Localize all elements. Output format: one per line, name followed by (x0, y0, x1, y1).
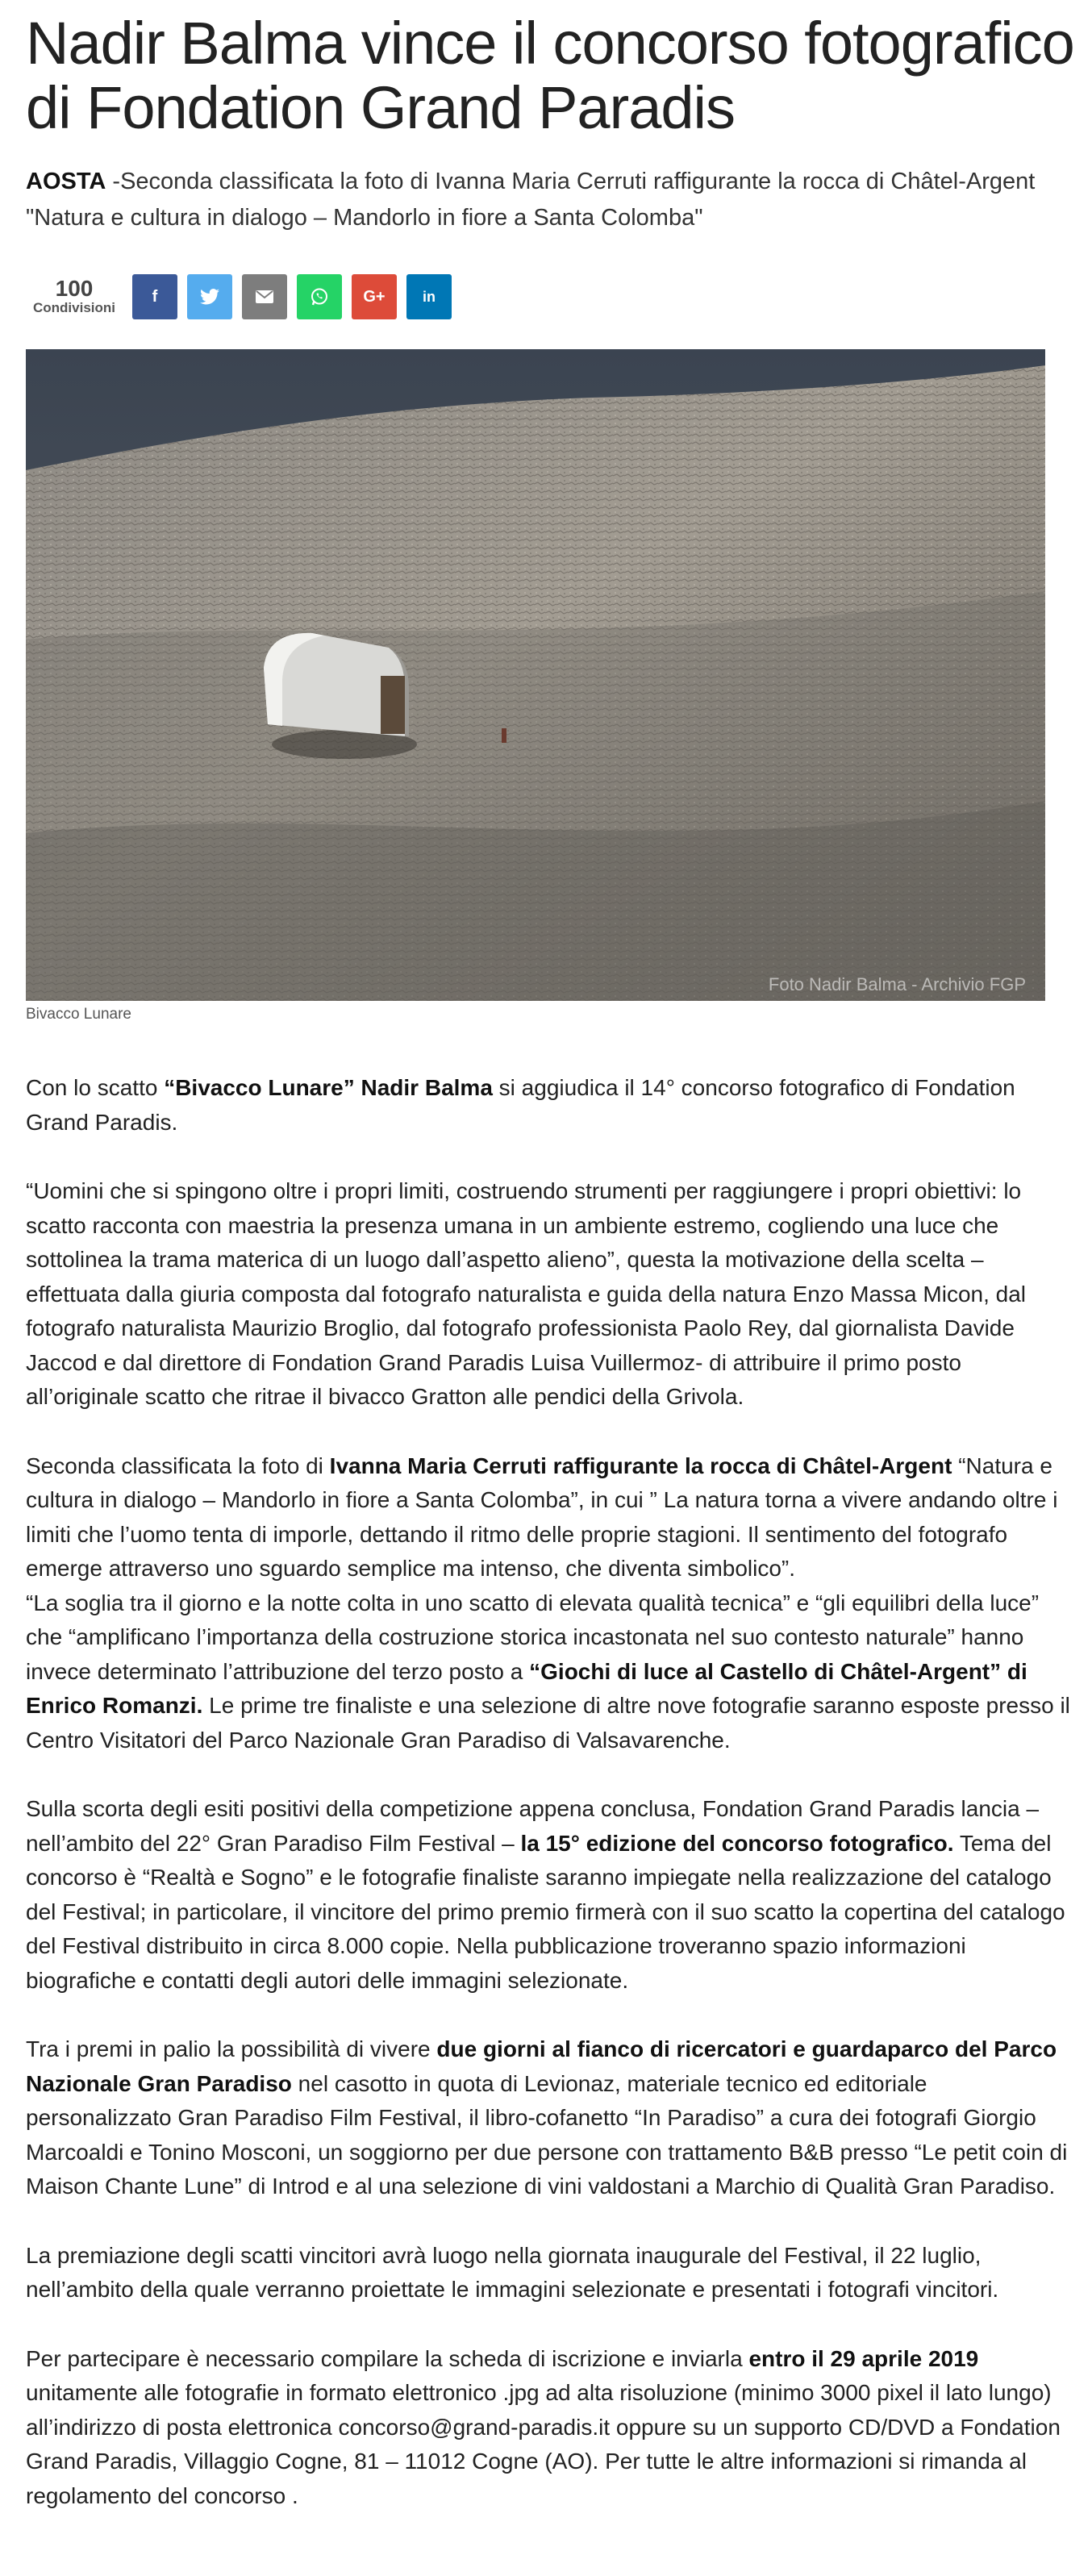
google-plus-share-button[interactable] (352, 274, 397, 319)
google-plus-icon: G+ (363, 287, 386, 306)
article-body (26, 1071, 1074, 2548)
paragraph: “La soglia tra il giorno e la notte colta in uno scatto di elevata qualità tecnica” e “gli equilibri della luce” che “amplificano l’importanza della costruzione storica incastonata nel suo contesto naturale” hanno invece determinato l’attribuzione del terzo posto a “Giochi di luce al Castello di Châtel-Argent” di Enrico Romanzi. Le prime tre finaliste e una selezione di altre nove fotografie saranno esposte presso il Centro Visitatori del Parco Nazionale Gran Paradiso di Valsavarenche. (26, 1590, 1070, 1753)
paragraph: Sulla scorta degli esiti positivi della competizione appena conclusa, Fondation Grand Paradis lancia – nell’ambito del 22° Gran Paradiso Film Festival – la 15° edizione del concorso fotografico. Tema del concorso è “Realtà e Sogno” e le fotografie finaliste saranno impiegate nella realizzazione del catalogo del Festival; in particolare, il vincitore del primo premio firmerà con il suo scatto la copertina del catalogo del Festival distribuito in circa 8.000 copie. Nella pubblicazione troveranno spazio informazioni biografiche e contatti degli autori delle immagini selezionate. (26, 1796, 1065, 1993)
photo-watermark: Foto Nadir Balma - Archivio FGP (768, 974, 1026, 994)
whatsapp-share-button[interactable] (297, 274, 342, 319)
email-icon (256, 290, 273, 303)
article-photo (26, 349, 1045, 1001)
linkedin-icon: in (423, 288, 436, 305)
facebook-share-button[interactable] (132, 274, 177, 319)
whatsapp-icon (310, 287, 329, 306)
twitter-share-button[interactable] (187, 274, 232, 319)
share-count-label: Condivisioni (33, 300, 115, 315)
lead-location: AOSTA (26, 169, 106, 194)
facebook-icon: f (152, 287, 158, 306)
paragraph: Per partecipare è necessario compilare la scheda di iscrizione e inviarla entro il 29 aprile 2019 unitamente alle fotografie in formato elettronico .jpg ad alta risoluzione (minimo 3000 pixel il lato lungo) all’indirizzo di posta elettronica concorso@grand-paradis.it oppure su un supporto CD/DVD a Fondation Grand Paradis, Villaggio Cogne, 81 – 11012 Cogne (AO). Per tutte le altre informazioni si rimanda al regolamento del concorso . (26, 2345, 1061, 2508)
article-title: Nadir Balma vince il concorso fotografico di Fondation Grand Paradis (26, 10, 1074, 141)
share-count (26, 277, 123, 316)
article-lead (26, 164, 1074, 236)
share-bar (26, 274, 461, 319)
lead-text: -Seconda classificata la foto di Ivanna Maria Cerruti raffigurante la rocca di Châtel-Argent "Natura e cultura in dialogo – Mandorlo in fiore a Santa Colomba" (26, 169, 1036, 231)
email-share-button[interactable] (242, 274, 287, 319)
bivacco-photo (26, 349, 1045, 1001)
photo-caption: Bivacco Lunare (26, 1006, 131, 1023)
bivacco-hut (264, 633, 417, 759)
paragraph: Seconda classificata la foto di Ivanna Maria Cerruti raffigurante la rocca di Châtel-Argent “Natura e cultura in dialogo – Mandorlo in fiore a Santa Colomba”, in cui ” La natura torna a vivere andando oltre i limiti che l’uomo tenta di imporle, dettando il ritmo delle proprie stagioni. Il sentimento del fotografo emerge attraverso uno sguardo semplice ma intenso, che diventa simbolico”. (26, 1453, 1058, 1581)
paragraph: “Uomini che si spingono oltre i propri limiti, costruendo strumenti per raggiungere i propri obiettivi: lo scatto racconta con maestria la presenza umana in un ambiente estremo, cogliendo una luce che sottolinea la trama materica di un luogo dall’aspetto alieno”, questa la motivazione della scelta – effettuata dalla giuria composta dal fotografo naturalista e guida della natura Enzo Massa Micon, dal fotografo naturalista Maurizio Broglio, dal fotografo professionista Paolo Rey, dal giornalista Davide Jaccod e dal direttore di Fondation Grand Paradis Luisa Vuillermoz- di attribuire il primo posto all’originale scatto che ritrae il bivacco Gratton alle pendici della Grivola. (26, 1178, 1027, 1409)
linkedin-share-button[interactable] (406, 274, 452, 319)
share-count-number: 100 (55, 276, 94, 301)
paragraph: Con lo scatto “Bivacco Lunare” Nadir Balma si aggiudica il 14° concorso fotografico di Fondation Grand Paradis. (26, 1075, 1015, 1135)
paragraph: La premiazione degli scatti vincitori avrà luogo nella giornata inaugurale del Festival, il 22 luglio, nell’ambito della quale verranno proiettate le immagini selezionate e presentati i fotografi vincitori. (26, 2242, 999, 2302)
paragraph: Tra i premi in palio la possibilità di vivere due giorni al fianco di ricercatori e guardaparco del Parco Nazionale Gran Paradiso nel casotto in quota di Levionaz, materiale tecnico ed editoriale personalizzato Gran Paradiso Film Festival, il libro-cofanetto “In Paradiso” a cura dei fotografi Giorgio Marcoaldi e Tonino Mosconi, un soggiorno per due persone con trattamento B&B presso “Le petit coin di Maison Chante Lune” di Introd e al una selezione di vini valdostani a Marchio di Qualità Gran Paradiso. (26, 2036, 1068, 2199)
twitter-icon (200, 289, 219, 305)
